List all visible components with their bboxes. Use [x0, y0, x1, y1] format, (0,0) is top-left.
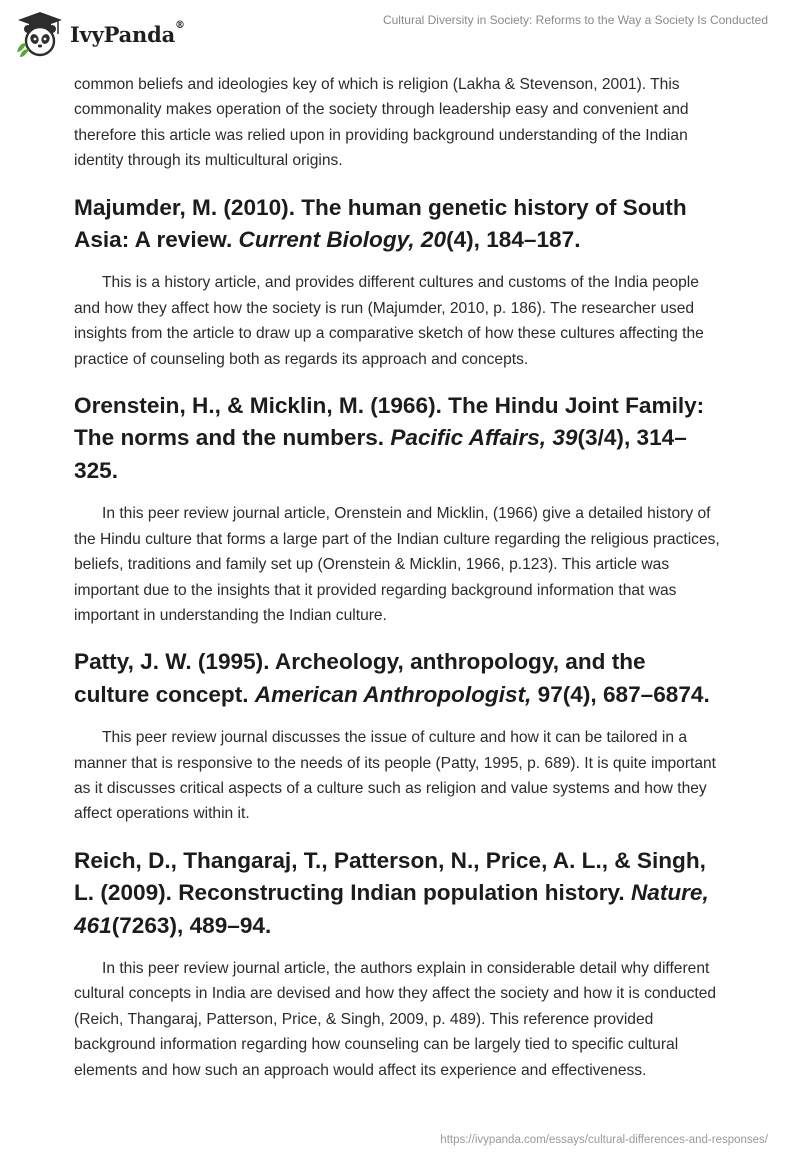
- panda-graduate-icon: [14, 10, 66, 58]
- reference-heading: Orenstein, H., & Micklin, M. (1966). The Hindu Joint Family: The norms and the numbers. Pacific Affairs, 39(3/4), 314–325.: [74, 393, 705, 483]
- reference-annotation: This peer review journal discusses the issue of culture and how it can be tailored in a manner that is responsive to the needs of its people (Patty, 1995, p. 689). It is quite important as it discusses critical aspects of a culture such as religion and value systems and how they affect operations within it.: [74, 729, 717, 823]
- journal-title: Current Biology, 20: [238, 227, 447, 253]
- reference-heading: Majumder, M. (2010). The human genetic history of South Asia: A review. Current Biology, 20(4), 184–187.: [74, 194, 687, 253]
- document-title: Cultural Diversity in Society: Reforms to the Way a Society Is Conducted: [382, 13, 768, 27]
- journal-title: Nature, 461: [74, 880, 709, 938]
- reference-annotation: In this peer review journal article, the authors explain in considerable detail why different cultural concepts in India are devised and how they affect the society and how it is conducted (Reich, Thangaraj, Patterson, Price, & Singh, 2009, p. 489). This reference provided background information regarding how counseling can be largely tied to specific cultural elements and how such an approach would affect its experience and effectiveness.: [74, 959, 717, 1079]
- ivypanda-logo[interactable]: [14, 10, 185, 58]
- journal-title: Pacific Affairs, 39: [390, 425, 578, 451]
- intro-paragraph: common beliefs and ideologies key of which is religion (Lakha & Stevenson, 2001). This commonality makes operation of the society through leadership easy and convenient and therefore this article was relied upon in providing background understanding of the Indian identity through its multicultural origins.: [74, 76, 689, 170]
- reference-annotation: In this peer review journal article, Orenstein and Micklin, (1966) give a detailed history of the Hindu culture that forms a large part of the Indian culture regarding the religious practices, beliefs, traditions and family set up (Orenstein & Micklin, 1966, p.123). This article was important due to the insights that it provided regarding background information that was important in understanding the Indian culture.: [74, 505, 720, 624]
- journal-title: American Anthropologist,: [254, 681, 532, 707]
- logo-text: IvyPanda®: [70, 19, 185, 47]
- reference-heading: Reich, D., Thangaraj, T., Patterson, N., Price, A. L., & Singh, L. (2009). Reconstructing Indian population history. Nature, 461(7263), 489–94.: [74, 847, 709, 938]
- source-url-link[interactable]: https://ivypanda.com/essays/cultural-differences-and-responses/: [440, 1134, 768, 1146]
- reference-heading: Patty, J. W. (1995). Archeology, anthropology, and the culture concept. American Anthropologist, 97(4), 687–6874.: [74, 649, 710, 707]
- essay-content: [74, 72, 724, 1083]
- reference-annotation: This is a history article, and provides different cultures and customs of the India people and how they affect how the society is run (Majumder, 2010, p. 186). The researcher used insights from the article to draw up a comparative sketch of how these cultures affecting the practice of counseling both as regards its approach and concepts.: [74, 274, 704, 368]
- page-header: [0, 0, 800, 72]
